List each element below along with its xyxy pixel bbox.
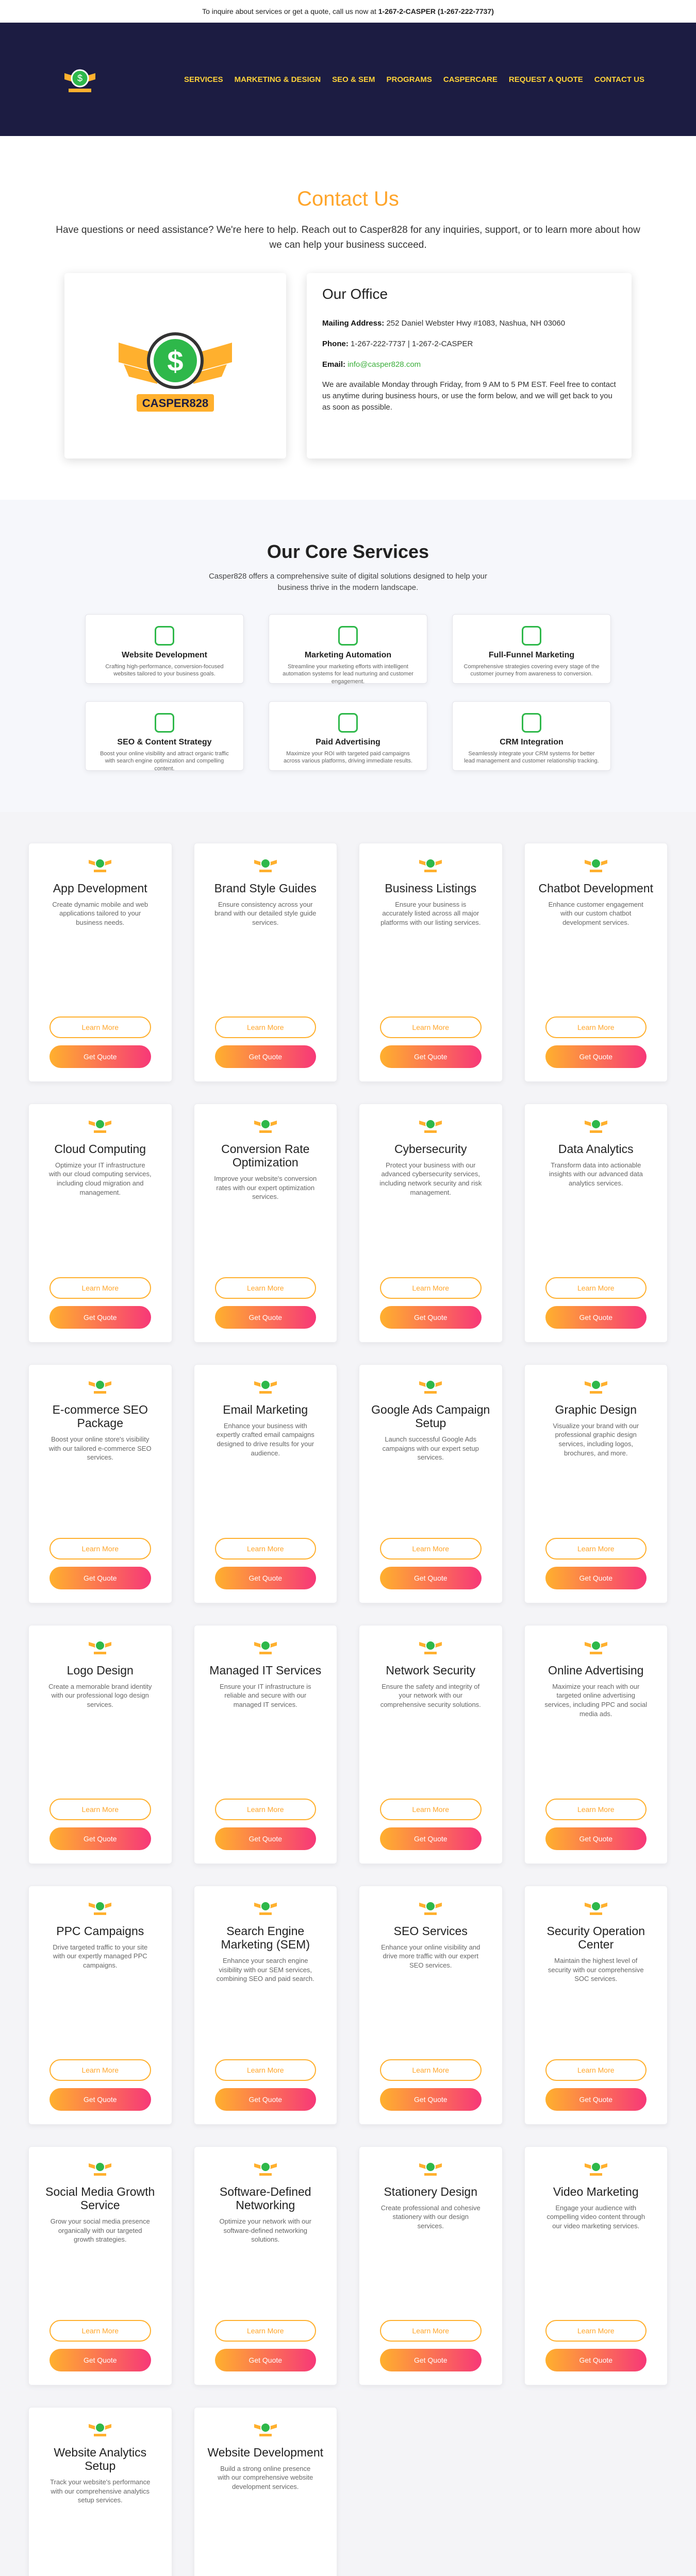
service-title: Security Operation Center bbox=[546, 1924, 645, 1951]
service-title: Website Analytics Setup bbox=[54, 2445, 147, 2472]
announcement-phone[interactable]: 1-267-2-CASPER (1-267-222-7737) bbox=[378, 7, 494, 15]
service-icon bbox=[522, 626, 541, 646]
main-navigation bbox=[0, 23, 696, 136]
nav-menu bbox=[184, 75, 644, 84]
nav-programs[interactable]: PROGRAMS bbox=[386, 75, 432, 84]
core-service-title: SEO & Content Strategy bbox=[117, 737, 212, 747]
service-icon bbox=[522, 713, 541, 733]
learn-more-button[interactable]: Learn More bbox=[380, 2059, 482, 2081]
services-grid bbox=[28, 843, 668, 2576]
mailing-address bbox=[322, 318, 616, 329]
learn-more-button[interactable]: Learn More bbox=[545, 1277, 647, 1299]
svg-text:$: $ bbox=[167, 345, 184, 377]
get-quote-button[interactable]: Get Quote bbox=[545, 1567, 647, 1589]
service-icon bbox=[338, 713, 358, 733]
learn-more-button[interactable]: Learn More bbox=[380, 2320, 482, 2342]
casper-logo-icon bbox=[418, 1636, 443, 1656]
service-card bbox=[28, 1886, 172, 2125]
learn-more-button[interactable]: Learn More bbox=[49, 1277, 151, 1299]
service-title: Social Media Growth Service bbox=[45, 2184, 155, 2212]
get-quote-button[interactable]: Get Quote bbox=[380, 2349, 482, 2371]
service-icon bbox=[338, 626, 358, 646]
get-quote-button[interactable]: Get Quote bbox=[215, 2088, 317, 2111]
learn-more-button[interactable]: Learn More bbox=[215, 1538, 317, 1560]
service-card bbox=[28, 2146, 172, 2385]
casper-logo-icon bbox=[584, 2157, 608, 2178]
learn-more-button[interactable]: Learn More bbox=[380, 1799, 482, 1820]
service-card bbox=[194, 843, 338, 1082]
get-quote-button[interactable]: Get Quote bbox=[545, 1827, 647, 1850]
service-actions bbox=[215, 2059, 317, 2111]
casper-logo-icon bbox=[418, 2157, 443, 2178]
service-icon bbox=[155, 626, 174, 646]
service-card bbox=[524, 1625, 668, 1864]
get-quote-button[interactable]: Get Quote bbox=[49, 1827, 151, 1850]
get-quote-button[interactable]: Get Quote bbox=[215, 1567, 317, 1589]
service-icon bbox=[155, 713, 174, 733]
learn-more-button[interactable]: Learn More bbox=[215, 2059, 317, 2081]
service-actions bbox=[215, 1016, 317, 1068]
service-desc: Build a strong online presence with our comprehensive website development services. bbox=[218, 2464, 313, 2491]
learn-more-button[interactable]: Learn More bbox=[49, 1538, 151, 1560]
service-title: Stationery Design bbox=[384, 2184, 478, 2198]
learn-more-button[interactable]: Learn More bbox=[380, 1016, 482, 1038]
service-card bbox=[28, 1104, 172, 1343]
service-actions bbox=[49, 1277, 151, 1329]
announcement-text: To inquire about services or get a quote, call us now at bbox=[202, 7, 376, 15]
service-desc: Create professional and cohesive stationery with our design services. bbox=[380, 2204, 480, 2230]
casper-logo-icon bbox=[253, 1375, 278, 1396]
contact-title: Contact Us bbox=[297, 188, 399, 210]
service-card bbox=[359, 1886, 503, 2125]
core-service-card bbox=[85, 701, 244, 771]
service-actions bbox=[49, 1538, 151, 1589]
learn-more-button[interactable]: Learn More bbox=[545, 1538, 647, 1560]
get-quote-button[interactable]: Get Quote bbox=[215, 1827, 317, 1850]
casper-logo-icon bbox=[584, 1896, 608, 1917]
core-service-title: Website Development bbox=[122, 650, 207, 659]
nav-seo-sem[interactable]: SEO & SEM bbox=[332, 75, 375, 84]
service-card bbox=[524, 1104, 668, 1343]
office-block bbox=[64, 273, 632, 459]
casper-logo-icon bbox=[88, 2418, 112, 2438]
svg-text:$: $ bbox=[77, 73, 83, 83]
service-title: Chatbot Development bbox=[538, 881, 653, 895]
learn-more-button[interactable]: Learn More bbox=[49, 2320, 151, 2342]
service-card bbox=[359, 1364, 503, 1603]
core-service-card bbox=[269, 701, 427, 771]
service-actions bbox=[215, 2320, 317, 2371]
top-announcement-bar bbox=[0, 0, 696, 23]
core-service-card bbox=[452, 614, 611, 684]
service-card bbox=[194, 1625, 338, 1864]
service-actions bbox=[380, 1538, 482, 1589]
service-desc: Drive targeted traffic to your site with our expertly managed PPC campaigns. bbox=[53, 1943, 148, 1970]
core-services-section bbox=[0, 500, 696, 812]
casper-logo-icon bbox=[253, 2418, 278, 2438]
core-service-title: CRM Integration bbox=[500, 737, 564, 747]
service-title: E-commerce SEO Package bbox=[52, 1402, 148, 1430]
office-email bbox=[322, 359, 616, 370]
casper-logo-icon bbox=[253, 2157, 278, 2178]
service-desc: Ensure your business is accurately listed across all major platforms with our listing services. bbox=[380, 900, 481, 927]
casper-logo-icon bbox=[418, 1375, 443, 1396]
service-title: PPC Campaigns bbox=[56, 1924, 144, 1938]
phone-value[interactable]: 1-267-222-7737 | 1-267-2-CASPER bbox=[351, 339, 473, 348]
casper-logo-icon bbox=[418, 1896, 443, 1917]
service-card bbox=[359, 1625, 503, 1864]
contact-section bbox=[0, 136, 696, 500]
service-title: Conversion Rate Optimization bbox=[221, 1142, 310, 1169]
service-title: Business Listings bbox=[385, 881, 477, 895]
core-title: Our Core Services bbox=[267, 541, 429, 562]
service-desc: Improve your website's conversion rates with our expert optimization services. bbox=[214, 1175, 317, 1201]
contact-intro: Have questions or need assistance? We're here to help. Reach out to Casper828 for any inquiries, support, or to learn more about how we can help your business succeed. bbox=[56, 225, 640, 250]
get-quote-button[interactable]: Get Quote bbox=[380, 1827, 482, 1850]
service-title: Website Development bbox=[207, 2445, 324, 2459]
service-actions bbox=[545, 2059, 647, 2111]
core-service-desc: Streamline your marketing efforts with intelligent automation systems for lead nurturing and customer engagement. bbox=[283, 663, 413, 685]
nav-contact-us[interactable]: CONTACT US bbox=[594, 75, 644, 84]
email-link[interactable]: info@casper828.com bbox=[347, 360, 421, 369]
service-actions bbox=[215, 1538, 317, 1589]
service-title: Software-Defined Networking bbox=[219, 2184, 311, 2212]
learn-more-button[interactable]: Learn More bbox=[49, 2059, 151, 2081]
service-title: Email Marketing bbox=[223, 1402, 308, 1416]
service-card bbox=[359, 1104, 503, 1343]
service-actions bbox=[215, 1799, 317, 1850]
service-card bbox=[28, 1625, 172, 1864]
service-card bbox=[194, 2407, 338, 2576]
core-service-title: Paid Advertising bbox=[316, 737, 380, 747]
get-quote-button[interactable]: Get Quote bbox=[215, 2349, 317, 2371]
get-quote-button[interactable]: Get Quote bbox=[380, 1567, 482, 1589]
core-service-title: Marketing Automation bbox=[304, 650, 392, 659]
service-card bbox=[359, 843, 503, 1082]
learn-more-button[interactable]: Learn More bbox=[215, 1799, 317, 1820]
service-desc: Ensure your IT infrastructure is reliable and secure with our managed IT services. bbox=[220, 1682, 311, 1709]
service-card bbox=[28, 1364, 172, 1603]
service-actions bbox=[49, 2320, 151, 2371]
casper-logo-icon bbox=[584, 1375, 608, 1396]
get-quote-button[interactable]: Get Quote bbox=[545, 1045, 647, 1068]
service-desc: Create a memorable brand identity with our professional logo design services. bbox=[48, 1682, 152, 1709]
learn-more-button[interactable]: Learn More bbox=[545, 2320, 647, 2342]
get-quote-button[interactable]: Get Quote bbox=[545, 2088, 647, 2111]
service-card bbox=[28, 2407, 172, 2576]
core-service-title: Full-Funnel Marketing bbox=[488, 650, 575, 659]
get-quote-button[interactable]: Get Quote bbox=[380, 1306, 482, 1329]
service-desc: Enhance customer engagement with our custom chatbot development services. bbox=[548, 900, 643, 927]
service-title: Graphic Design bbox=[555, 1402, 637, 1416]
learn-more-button[interactable]: Learn More bbox=[49, 1799, 151, 1820]
learn-more-button[interactable]: Learn More bbox=[49, 1016, 151, 1038]
service-desc: Track your website's performance with our comprehensive analytics setup services. bbox=[50, 2478, 151, 2504]
service-title: Logo Design bbox=[67, 1663, 134, 1677]
nav-request-quote[interactable]: REQUEST A QUOTE bbox=[508, 75, 583, 84]
service-desc: Ensure consistency across your brand with our detailed style guide services. bbox=[214, 900, 317, 927]
service-actions bbox=[380, 1799, 482, 1850]
office-logo bbox=[64, 273, 286, 459]
service-card bbox=[524, 843, 668, 1082]
casper-logo-icon bbox=[418, 854, 443, 874]
service-desc: Enhance your business with expertly crafted email campaigns designed to drive results for your audience. bbox=[216, 1421, 314, 1457]
service-title: SEO Services bbox=[393, 1924, 468, 1938]
service-actions bbox=[545, 2320, 647, 2371]
core-service-card bbox=[452, 701, 611, 771]
service-card bbox=[359, 2146, 503, 2385]
mailing-label: Mailing Address: bbox=[322, 319, 385, 328]
service-title: Cloud Computing bbox=[54, 1142, 146, 1156]
casper-logo-icon bbox=[253, 854, 278, 874]
service-actions bbox=[380, 2059, 482, 2111]
service-desc: Grow your social media presence organically with our targeted growth strategies. bbox=[50, 2217, 150, 2244]
service-desc: Optimize your network with our software-defined networking solutions. bbox=[219, 2217, 311, 2244]
learn-more-button[interactable]: Learn More bbox=[545, 1799, 647, 1820]
svg-text:CASPER828: CASPER828 bbox=[142, 397, 209, 410]
service-actions bbox=[545, 1799, 647, 1850]
service-card bbox=[524, 1364, 668, 1603]
get-quote-button[interactable]: Get Quote bbox=[545, 1306, 647, 1329]
service-desc: Enhance your online visibility and drive more traffic with our expert SEO services. bbox=[381, 1943, 480, 1970]
service-title: Cybersecurity bbox=[394, 1142, 467, 1156]
get-quote-button[interactable]: Get Quote bbox=[49, 2349, 151, 2371]
service-desc: Optimize your IT infrastructure with our cloud computing services, including cloud migration and management. bbox=[48, 1161, 152, 1196]
casper-logo-icon bbox=[584, 1636, 608, 1656]
service-card bbox=[524, 1886, 668, 2125]
core-service-desc: Maximize your ROI with targeted paid campaigns across various platforms, driving immediate results. bbox=[283, 750, 413, 765]
site-logo[interactable] bbox=[59, 59, 101, 100]
services-section bbox=[0, 812, 696, 2576]
mailing-value: 252 Daniel Webster Hwy #1083, Nashua, NH 03060 bbox=[386, 319, 566, 328]
casper-logo-icon bbox=[253, 1114, 278, 1135]
service-actions bbox=[49, 1016, 151, 1068]
learn-more-button[interactable]: Learn More bbox=[215, 2320, 317, 2342]
casper-logo-icon bbox=[88, 1375, 112, 1396]
service-title: Search Engine Marketing (SEM) bbox=[221, 1924, 310, 1951]
service-desc: Engage your audience with compelling video content through our video marketing services. bbox=[546, 2204, 645, 2230]
learn-more-button[interactable]: Learn More bbox=[215, 1277, 317, 1299]
core-service-desc: Seamlessly integrate your CRM systems for better lead management and customer relationship tracking. bbox=[464, 750, 599, 765]
service-desc: Ensure the safety and integrity of your network with our comprehensive security solutions. bbox=[380, 1682, 481, 1709]
casper-logo-icon bbox=[88, 854, 112, 874]
service-card bbox=[194, 1104, 338, 1343]
service-card bbox=[194, 2146, 338, 2385]
office-title: Our Office bbox=[322, 286, 388, 302]
get-quote-button[interactable]: Get Quote bbox=[545, 2349, 647, 2371]
core-service-desc: Crafting high-performance, conversion-focused websites tailored to your business goals. bbox=[105, 663, 224, 677]
get-quote-button[interactable]: Get Quote bbox=[49, 1045, 151, 1068]
service-actions bbox=[380, 1016, 482, 1068]
get-quote-button[interactable]: Get Quote bbox=[49, 1567, 151, 1589]
get-quote-button[interactable]: Get Quote bbox=[380, 2088, 482, 2111]
service-desc: Launch successful Google Ads campaigns with our expert setup services. bbox=[382, 1435, 479, 1462]
service-card bbox=[194, 1886, 338, 2125]
learn-more-button[interactable]: Learn More bbox=[380, 1538, 482, 1560]
casper-logo-icon bbox=[88, 1636, 112, 1656]
casper-logo-icon bbox=[88, 2157, 112, 2178]
service-title: App Development bbox=[53, 881, 147, 895]
nav-marketing-design[interactable]: MARKETING & DESIGN bbox=[234, 75, 321, 84]
service-desc: Visualize your brand with our professional graphic design services, including logos, brochures, and more. bbox=[553, 1421, 639, 1457]
service-actions bbox=[49, 1799, 151, 1850]
learn-more-button[interactable]: Learn More bbox=[380, 1277, 482, 1299]
service-actions bbox=[215, 1277, 317, 1329]
nav-services[interactable]: SERVICES bbox=[184, 75, 223, 84]
service-actions bbox=[545, 1538, 647, 1589]
service-title: Brand Style Guides bbox=[214, 881, 317, 895]
core-service-card bbox=[85, 614, 244, 684]
casper-logo-icon bbox=[584, 854, 608, 874]
nav-caspercare[interactable]: CASPERCARE bbox=[443, 75, 498, 84]
service-actions bbox=[49, 2059, 151, 2111]
learn-more-button[interactable]: Learn More bbox=[545, 2059, 647, 2081]
get-quote-button[interactable]: Get Quote bbox=[215, 1306, 317, 1329]
service-desc: Protect your business with our advanced cybersecurity services, including network security and risk management. bbox=[379, 1161, 482, 1196]
core-service-desc: Comprehensive strategies covering every stage of the customer journey from awareness to conversion. bbox=[463, 663, 600, 677]
service-desc: Transform data into actionable insights with our advanced data analytics services. bbox=[549, 1161, 643, 1188]
casper-logo-icon bbox=[253, 1896, 278, 1917]
service-title: Online Advertising bbox=[548, 1663, 644, 1677]
service-card bbox=[524, 2146, 668, 2385]
service-desc: Create dynamic mobile and web applications tailored to your business needs. bbox=[52, 900, 148, 927]
get-quote-button[interactable]: Get Quote bbox=[49, 2088, 151, 2111]
service-desc: Enhance your search engine visibility with our SEM services, combining SEO and paid search. bbox=[216, 1957, 314, 1983]
get-quote-button[interactable]: Get Quote bbox=[215, 1045, 317, 1068]
service-desc: Maximize your reach with our targeted online advertising services, including PPC and social media ads. bbox=[544, 1682, 648, 1718]
casper-logo-icon bbox=[253, 1636, 278, 1656]
core-service-card bbox=[269, 614, 427, 684]
service-actions bbox=[545, 1277, 647, 1329]
service-title: Google Ads Campaign Setup bbox=[371, 1402, 490, 1430]
service-title: Video Marketing bbox=[553, 2184, 639, 2198]
service-card bbox=[28, 843, 172, 1082]
service-actions bbox=[380, 2320, 482, 2371]
casper-logo-icon bbox=[584, 1114, 608, 1135]
service-actions bbox=[380, 1277, 482, 1329]
service-desc: Maintain the highest level of security with our comprehensive SOC services. bbox=[548, 1957, 644, 1983]
service-card bbox=[194, 1364, 338, 1603]
service-title: Managed IT Services bbox=[209, 1663, 322, 1677]
service-actions bbox=[545, 1016, 647, 1068]
get-quote-button[interactable]: Get Quote bbox=[380, 1045, 482, 1068]
office-hours: We are available Monday through Friday, from 9 AM to 5 PM EST. Feel free to contact us anytime during business hours, or use the form below, and we will get back to you as soon as possible. bbox=[322, 380, 616, 412]
service-desc: Boost your online store's visibility with our tailored e-commerce SEO services. bbox=[48, 1435, 152, 1462]
service-title: Data Analytics bbox=[558, 1142, 634, 1156]
core-subtitle: Casper828 offers a comprehensive suite of digital solutions designed to help your business thrive in the modern landscape. bbox=[208, 572, 488, 592]
core-services-grid bbox=[85, 614, 611, 771]
service-title: Network Security bbox=[386, 1663, 476, 1677]
learn-more-button[interactable]: Learn More bbox=[545, 1016, 647, 1038]
phone-label: Phone: bbox=[322, 339, 349, 348]
casper-logo-icon bbox=[88, 1896, 112, 1917]
casper-logo-icon bbox=[418, 1114, 443, 1135]
casper-logo-icon bbox=[88, 1114, 112, 1135]
get-quote-button[interactable]: Get Quote bbox=[49, 1306, 151, 1329]
email-label: Email: bbox=[322, 360, 346, 369]
office-info-card bbox=[307, 273, 632, 459]
learn-more-button[interactable]: Learn More bbox=[215, 1016, 317, 1038]
core-service-desc: Boost your online visibility and attract organic traffic with search engine optimization and compelling content. bbox=[100, 750, 229, 772]
office-phone bbox=[322, 338, 616, 350]
